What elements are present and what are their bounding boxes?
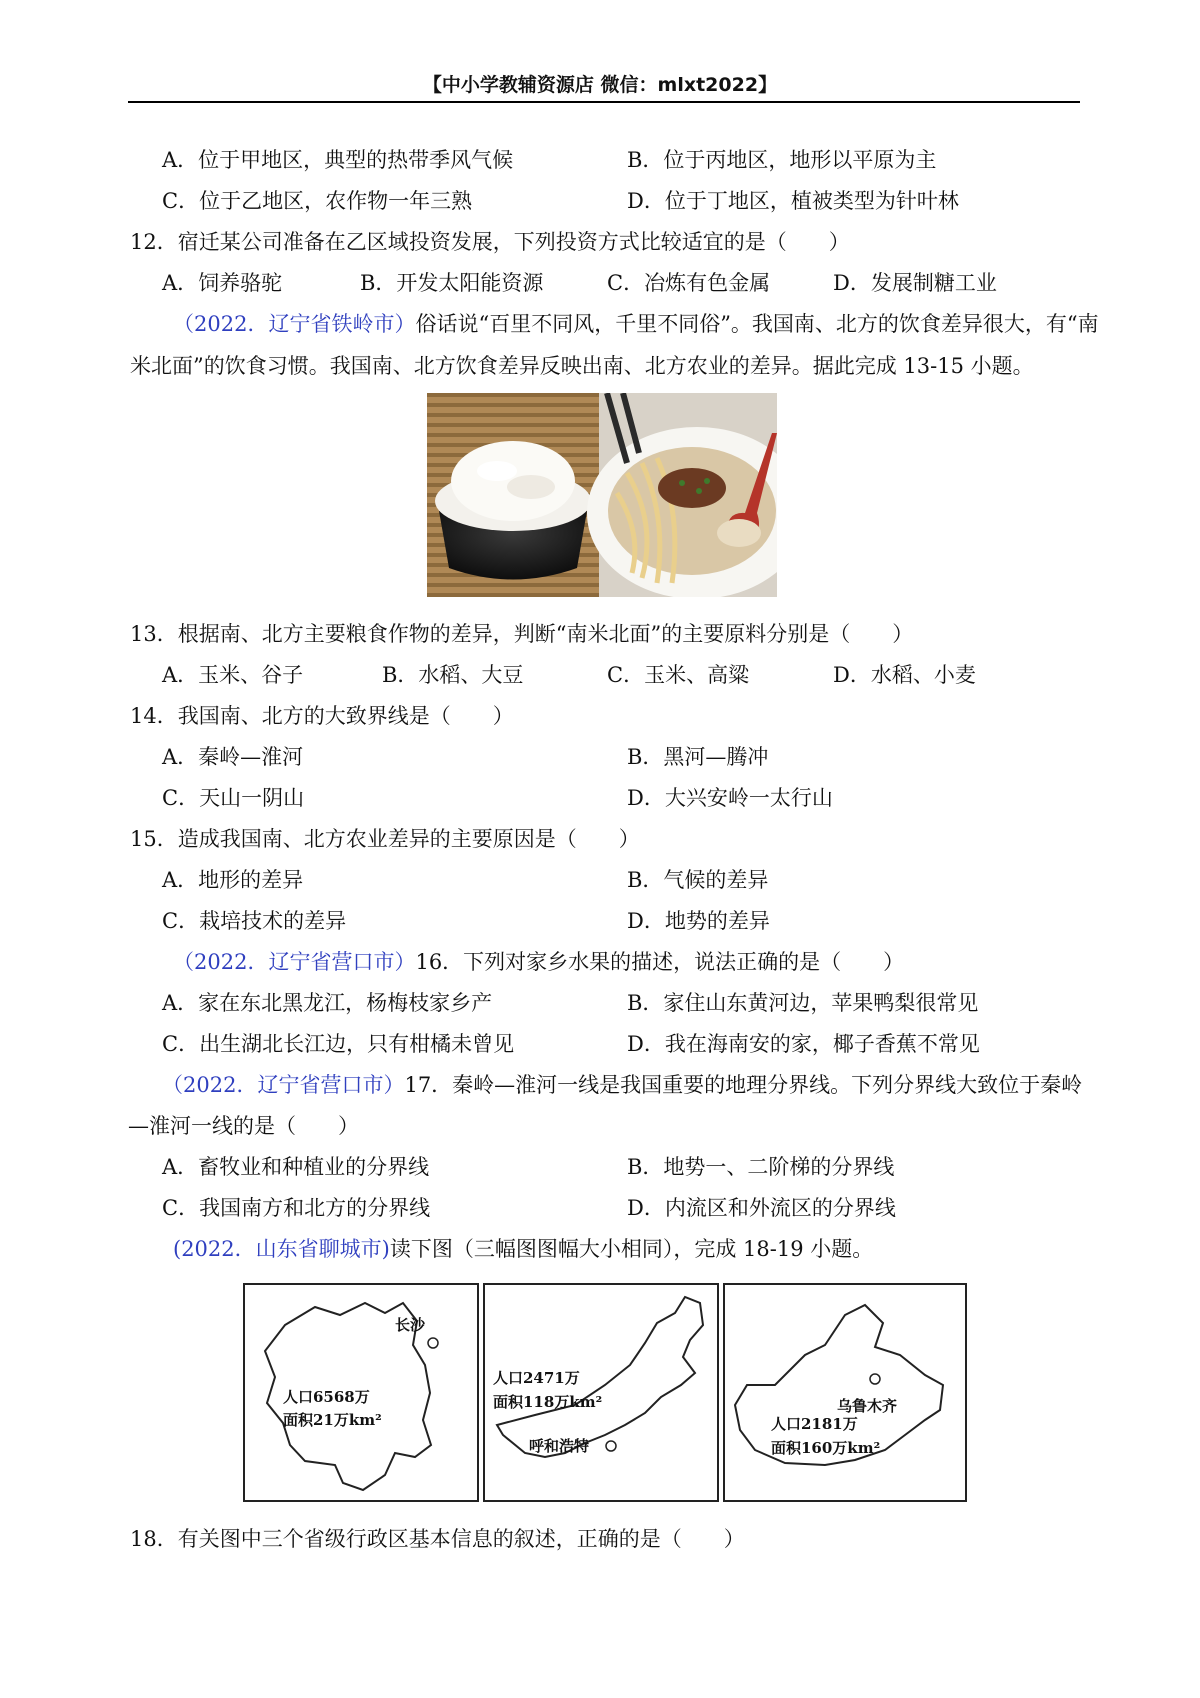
neimenggu-population: 人口2471万 [493,1369,580,1387]
neimenggu-city-label: 呼和浩特 [529,1437,590,1455]
q17-stem-1: 17．秦岭—淮河一线是我国重要的地理分界线。下列分界线大致位于秦岭 [404,1073,1083,1097]
q14-option-a: A．秦岭—淮河 [162,745,304,769]
q12-option-a: A．饲养骆驼 [162,271,283,295]
q12-stem: 12．宿迁某公司准备在乙区域投资发展，下列投资方式比较适宜的是（ ） [130,230,850,254]
hunan-city-label: 长沙 [395,1316,426,1334]
source-tag: （2022．辽宁省铁岭市） [173,312,416,336]
xinjiang-area: 面积160万km² [771,1439,881,1457]
q17-option-a: A．畜牧业和种植业的分界线 [162,1155,430,1179]
q14-stem: 14．我国南、北方的大致界线是（ ） [130,704,514,728]
q17-line1 [162,1071,1082,1099]
q12-option-c: C．冶炼有色金属 [607,271,771,295]
q13-stem: 13．根据南、北方主要粮食作物的差异，判断“南米北面”的主要原料分别是（ ） [130,622,914,646]
xinjiang-outline-map [725,1285,965,1500]
rice-noodles-illustration [427,393,777,597]
hunan-population: 人口6568万 [283,1388,370,1406]
xinjiang-population: 人口2181万 [771,1415,858,1433]
q11-option-c: C．位于乙地区，农作物一年三熟 [162,189,473,213]
q17-option-d: D．内流区和外流区的分界线 [627,1196,896,1220]
q16-option-d: D．我在海南安的家，椰子香蕉不常见 [627,1032,980,1056]
hohhot-marker [606,1441,616,1451]
q17-option-b: B．地势一、二阶梯的分界线 [627,1155,895,1179]
intro-13-15-line2: 米北面”的饮食习惯。我国南、北方饮食差异反映出南、北方农业的差异。据此完成 13-15 小题。 [130,354,1034,378]
q14-option-b: B．黑河—腾冲 [627,745,769,769]
q16-option-b: B．家住山东黄河边，苹果鸭梨很常见 [627,991,979,1015]
q14-option-c: C．天山一阴山 [162,786,305,810]
page-header: 【中小学教辅资源店 微信：mlxt2022】 [422,74,778,96]
q16-option-a: A．家在东北黑龙江，杨梅枝家乡产 [162,991,493,1015]
q16-option-c: C．出生湖北长江边，只有柑橘未曾见 [162,1032,515,1056]
intro-18-19-line [173,1235,873,1263]
intro-13-15-line1 [173,310,1099,338]
hunan-outline-map [245,1285,477,1500]
map-hunan [243,1283,479,1502]
xinjiang-city-label: 乌鲁木齐 [837,1397,898,1415]
hunan-area: 面积21万km² [283,1411,382,1429]
map-neimenggu [483,1283,719,1502]
q17-option-c: C．我国南方和北方的分界线 [162,1196,431,1220]
q11-option-d: D．位于丁地区，植被类型为针叶林 [627,189,959,213]
q15-option-c: C．栽培技术的差异 [162,909,347,933]
intro-13-15-text: 俗话说“百里不同风，千里不同俗”。我国南、北方的饮食差异很大，有“南 [415,312,1099,336]
urumqi-marker [870,1374,880,1384]
q16-stem: 16．下列对家乡水果的描述，说法正确的是（ ） [415,950,905,974]
rice-noodles-photo [427,393,777,597]
q14-option-d: D．大兴安岭一太行山 [627,786,833,810]
neimenggu-area: 面积118万km² [493,1393,603,1411]
q15-option-a: A．地形的差异 [162,868,304,892]
q16-line [173,948,904,976]
q12-option-d: D．发展制糖工业 [833,271,997,295]
map-xinjiang [723,1283,967,1502]
q17-stem-2: —淮河一线的是（ ） [128,1114,359,1138]
q11-option-b: B．位于丙地区，地形以平原为主 [627,148,937,172]
q15-option-b: B．气候的差异 [627,868,769,892]
source-tag: （2022．辽宁省营口市） [162,1073,405,1097]
q12-option-b: B．开发太阳能资源 [360,271,544,295]
q13-option-a: A．玉米、谷子 [162,663,304,687]
q13-option-c: C．玉米、高粱 [607,663,750,687]
q18-stem: 18．有关图中三个省级行政区基本信息的叙述，正确的是（ ） [130,1527,745,1551]
q15-option-d: D．地势的差异 [627,909,770,933]
neimenggu-outline-map [485,1285,717,1500]
changsha-marker [428,1338,438,1348]
intro-18-19-text: 读下图（三幅图图幅大小相同），完成 18-19 小题。 [389,1237,874,1261]
q15-stem: 15．造成我国南、北方农业差异的主要原因是（ ） [130,827,640,851]
q11-option-a: A．位于甲地区，典型的热带季风气候 [162,148,514,172]
source-tag: （2022．辽宁省营口市） [173,950,416,974]
q13-option-d: D．水稻、小麦 [833,663,976,687]
header-rule [128,101,1080,103]
q13-option-b: B．水稻、大豆 [382,663,524,687]
source-tag: (2022．山东省聊城市) [173,1237,390,1261]
